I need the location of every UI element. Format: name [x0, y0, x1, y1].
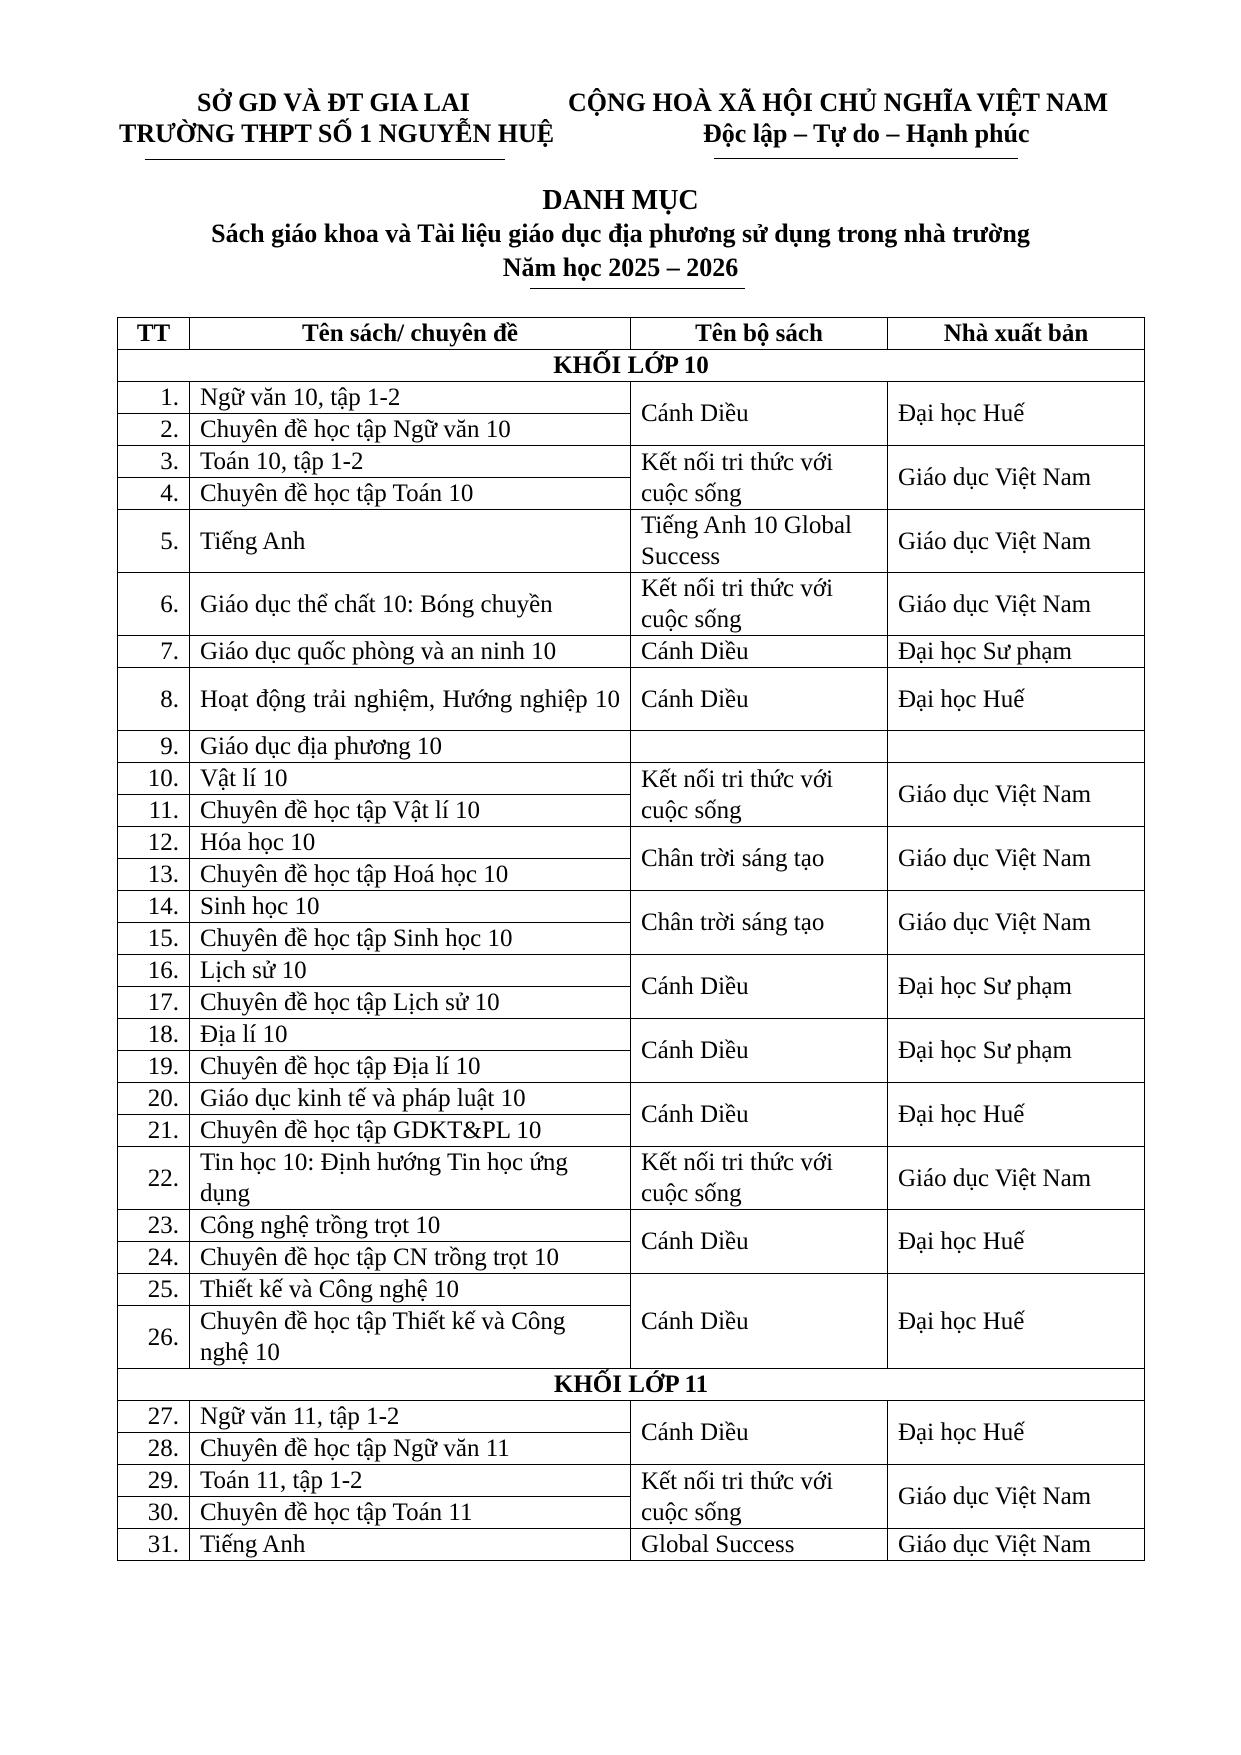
row-number: 13.: [118, 859, 190, 891]
publisher: Giáo dục Việt Nam: [888, 763, 1145, 827]
table-row: [118, 891, 1145, 923]
book-name: Thiết kế và Công nghệ 10: [190, 1274, 631, 1306]
book-set: Cánh Diều: [631, 636, 888, 668]
row-number: 7.: [118, 636, 190, 668]
book-name: Địa lí 10: [190, 1019, 631, 1051]
book-name: Ngữ văn 10, tập 1-2: [190, 382, 631, 414]
book-name: Chuyên đề học tập Hoá học 10: [190, 859, 631, 891]
col-book-set: Tên bộ sách: [631, 318, 888, 350]
publisher: Đại học Huế: [888, 1401, 1145, 1465]
table-row: [118, 763, 1145, 795]
book-name: Công nghệ trồng trọt 10: [190, 1210, 631, 1242]
row-number: 11.: [118, 795, 190, 827]
table-row: [118, 1529, 1145, 1561]
publisher: Giáo dục Việt Nam: [888, 827, 1145, 891]
textbook-table: [117, 317, 1145, 1561]
publisher: Đại học Huế: [888, 1083, 1145, 1147]
table-row: [118, 1147, 1145, 1210]
country-name: CỘNG HOÀ XÃ HỘI CHỦ NGHĨA VIỆT NAM: [568, 88, 1109, 117]
motto: Độc lập – Tự do – Hạnh phúc: [703, 119, 1030, 148]
book-name: Lịch sử 10: [190, 955, 631, 987]
book-name: Chuyên đề học tập Vật lí 10: [190, 795, 631, 827]
publisher: [888, 731, 1145, 763]
book-name: Hóa học 10: [190, 827, 631, 859]
book-name: Chuyên đề học tập Địa lí 10: [190, 1051, 631, 1083]
book-name: Tiếng Anh: [190, 1529, 631, 1561]
book-set: Cánh Diều: [631, 668, 888, 731]
row-number: 1.: [118, 382, 190, 414]
row-number: 22.: [118, 1147, 190, 1210]
publisher: Giáo dục Việt Nam: [888, 891, 1145, 955]
book-set: Kết nối tri thức với cuộc sống: [631, 1465, 888, 1529]
book-name: Giáo dục quốc phòng và an ninh 10: [190, 636, 631, 668]
motto-underline: [714, 158, 1018, 159]
row-number: 19.: [118, 1051, 190, 1083]
publisher: Đại học Huế: [888, 1210, 1145, 1274]
publisher: Đại học Huế: [888, 668, 1145, 731]
table-row: [118, 1083, 1145, 1115]
doc-title: DANH MỤC: [542, 185, 699, 216]
group-row-11: [118, 1369, 1145, 1401]
book-set: Kết nối tri thức với cuộc sống: [631, 763, 888, 827]
school-year: Năm học 2025 – 2026: [502, 253, 739, 282]
book-name: Sinh học 10: [190, 891, 631, 923]
col-book-name: Tên sách/ chuyên đề: [190, 318, 631, 350]
school-underline: [145, 159, 505, 160]
row-number: 26.: [118, 1306, 190, 1369]
row-number: 2.: [118, 414, 190, 446]
table-row: [118, 382, 1145, 414]
book-set: Global Success: [631, 1529, 888, 1561]
book-name: Chuyên đề học tập Toán 10: [190, 478, 631, 510]
book-name: Chuyên đề học tập Thiết kế và Công nghệ 10: [190, 1306, 631, 1369]
row-number: 8.: [118, 668, 190, 731]
row-number: 24.: [118, 1242, 190, 1274]
book-set: Cánh Diều: [631, 1083, 888, 1147]
table-row: [118, 636, 1145, 668]
book-set: [631, 731, 888, 763]
table-row: [118, 1465, 1145, 1497]
book-name: Chuyên đề học tập Toán 11: [190, 1497, 631, 1529]
row-number: 9.: [118, 731, 190, 763]
book-set: Tiếng Anh 10 Global Success: [631, 510, 888, 573]
table-row: [118, 1210, 1145, 1242]
row-number: 30.: [118, 1497, 190, 1529]
publisher: Đại học Huế: [888, 382, 1145, 446]
publisher: Đại học Sư phạm: [888, 636, 1145, 668]
doc-subtitle: Sách giáo khoa và Tài liệu giáo dục địa phương sử dụng trong nhà trường: [211, 219, 1030, 248]
publisher: Giáo dục Việt Nam: [888, 1147, 1145, 1210]
book-name: Ngữ văn 11, tập 1-2: [190, 1401, 631, 1433]
table-row: [118, 1401, 1145, 1433]
school-name: TRƯỜNG THPT SỐ 1 NGUYỄN HUỆ: [119, 119, 555, 148]
publisher: Giáo dục Việt Nam: [888, 1529, 1145, 1561]
table-row: [118, 668, 1145, 731]
row-number: 12.: [118, 827, 190, 859]
row-number: 21.: [118, 1115, 190, 1147]
row-number: 6.: [118, 573, 190, 636]
book-name: Chuyên đề học tập GDKT&PL 10: [190, 1115, 631, 1147]
book-name: Giáo dục địa phương 10: [190, 731, 631, 763]
col-tt: TT: [118, 318, 190, 350]
row-number: 31.: [118, 1529, 190, 1561]
row-number: 18.: [118, 1019, 190, 1051]
book-set: Kết nối tri thức với cuộc sống: [631, 446, 888, 510]
row-number: 29.: [118, 1465, 190, 1497]
table-row: [118, 573, 1145, 636]
row-number: 3.: [118, 446, 190, 478]
col-publisher: Nhà xuất bản: [888, 318, 1145, 350]
row-number: 28.: [118, 1433, 190, 1465]
book-set: Cánh Diều: [631, 1019, 888, 1083]
book-set: Cánh Diều: [631, 1401, 888, 1465]
table-row: [118, 446, 1145, 478]
publisher: Đại học Sư phạm: [888, 955, 1145, 1019]
book-name: Vật lí 10: [190, 763, 631, 795]
book-name: Giáo dục kinh tế và pháp luật 10: [190, 1083, 631, 1115]
row-number: 16.: [118, 955, 190, 987]
row-number: 20.: [118, 1083, 190, 1115]
table-row: [118, 955, 1145, 987]
book-name: Toán 10, tập 1-2: [190, 446, 631, 478]
book-set: Cánh Diều: [631, 955, 888, 1019]
row-number: 15.: [118, 923, 190, 955]
book-name: Chuyên đề học tập CN trồng trọt 10: [190, 1242, 631, 1274]
table-row: [118, 827, 1145, 859]
publisher: Đại học Huế: [888, 1274, 1145, 1369]
book-name: Hoạt động trải nghiệm, Hướng nghiệp 10: [190, 668, 631, 731]
table-row: [118, 1019, 1145, 1051]
book-name: Chuyên đề học tập Ngữ văn 10: [190, 414, 631, 446]
book-set: Chân trời sáng tạo: [631, 891, 888, 955]
book-set: Cánh Diều: [631, 382, 888, 446]
table-row: [118, 1274, 1145, 1306]
row-number: 10.: [118, 763, 190, 795]
group-row-10: [118, 350, 1145, 382]
book-set: Cánh Diều: [631, 1274, 888, 1369]
publisher: Giáo dục Việt Nam: [888, 446, 1145, 510]
row-number: 27.: [118, 1401, 190, 1433]
book-set: Kết nối tri thức với cuộc sống: [631, 1147, 888, 1210]
row-number: 23.: [118, 1210, 190, 1242]
row-number: 25.: [118, 1274, 190, 1306]
table-header-row: [118, 318, 1145, 350]
table-row: [118, 731, 1145, 763]
publisher: Giáo dục Việt Nam: [888, 510, 1145, 573]
book-name: Tin học 10: Định hướng Tin học ứng dụng: [190, 1147, 631, 1210]
book-set: Cánh Diều: [631, 1210, 888, 1274]
book-name: Chuyên đề học tập Lịch sử 10: [190, 987, 631, 1019]
book-name: Chuyên đề học tập Ngữ văn 11: [190, 1433, 631, 1465]
row-number: 4.: [118, 478, 190, 510]
publisher: Giáo dục Việt Nam: [888, 1465, 1145, 1529]
row-number: 5.: [118, 510, 190, 573]
dept-name: SỞ GD VÀ ĐT GIA LAI: [197, 88, 470, 117]
publisher: Đại học Sư phạm: [888, 1019, 1145, 1083]
book-name: Chuyên đề học tập Sinh học 10: [190, 923, 631, 955]
book-set: Kết nối tri thức với cuộc sống: [631, 573, 888, 636]
row-number: 14.: [118, 891, 190, 923]
book-set: Chân trời sáng tạo: [631, 827, 888, 891]
book-name: Tiếng Anh: [190, 510, 631, 573]
table-row: [118, 510, 1145, 573]
publisher: Giáo dục Việt Nam: [888, 573, 1145, 636]
year-underline: [530, 288, 745, 289]
group-label: KHỐI LỚP 11: [118, 1369, 1145, 1401]
book-name: Giáo dục thể chất 10: Bóng chuyền: [190, 573, 631, 636]
book-name: Toán 11, tập 1-2: [190, 1465, 631, 1497]
row-number: 17.: [118, 987, 190, 1019]
group-label: KHỐI LỚP 10: [118, 350, 1145, 382]
